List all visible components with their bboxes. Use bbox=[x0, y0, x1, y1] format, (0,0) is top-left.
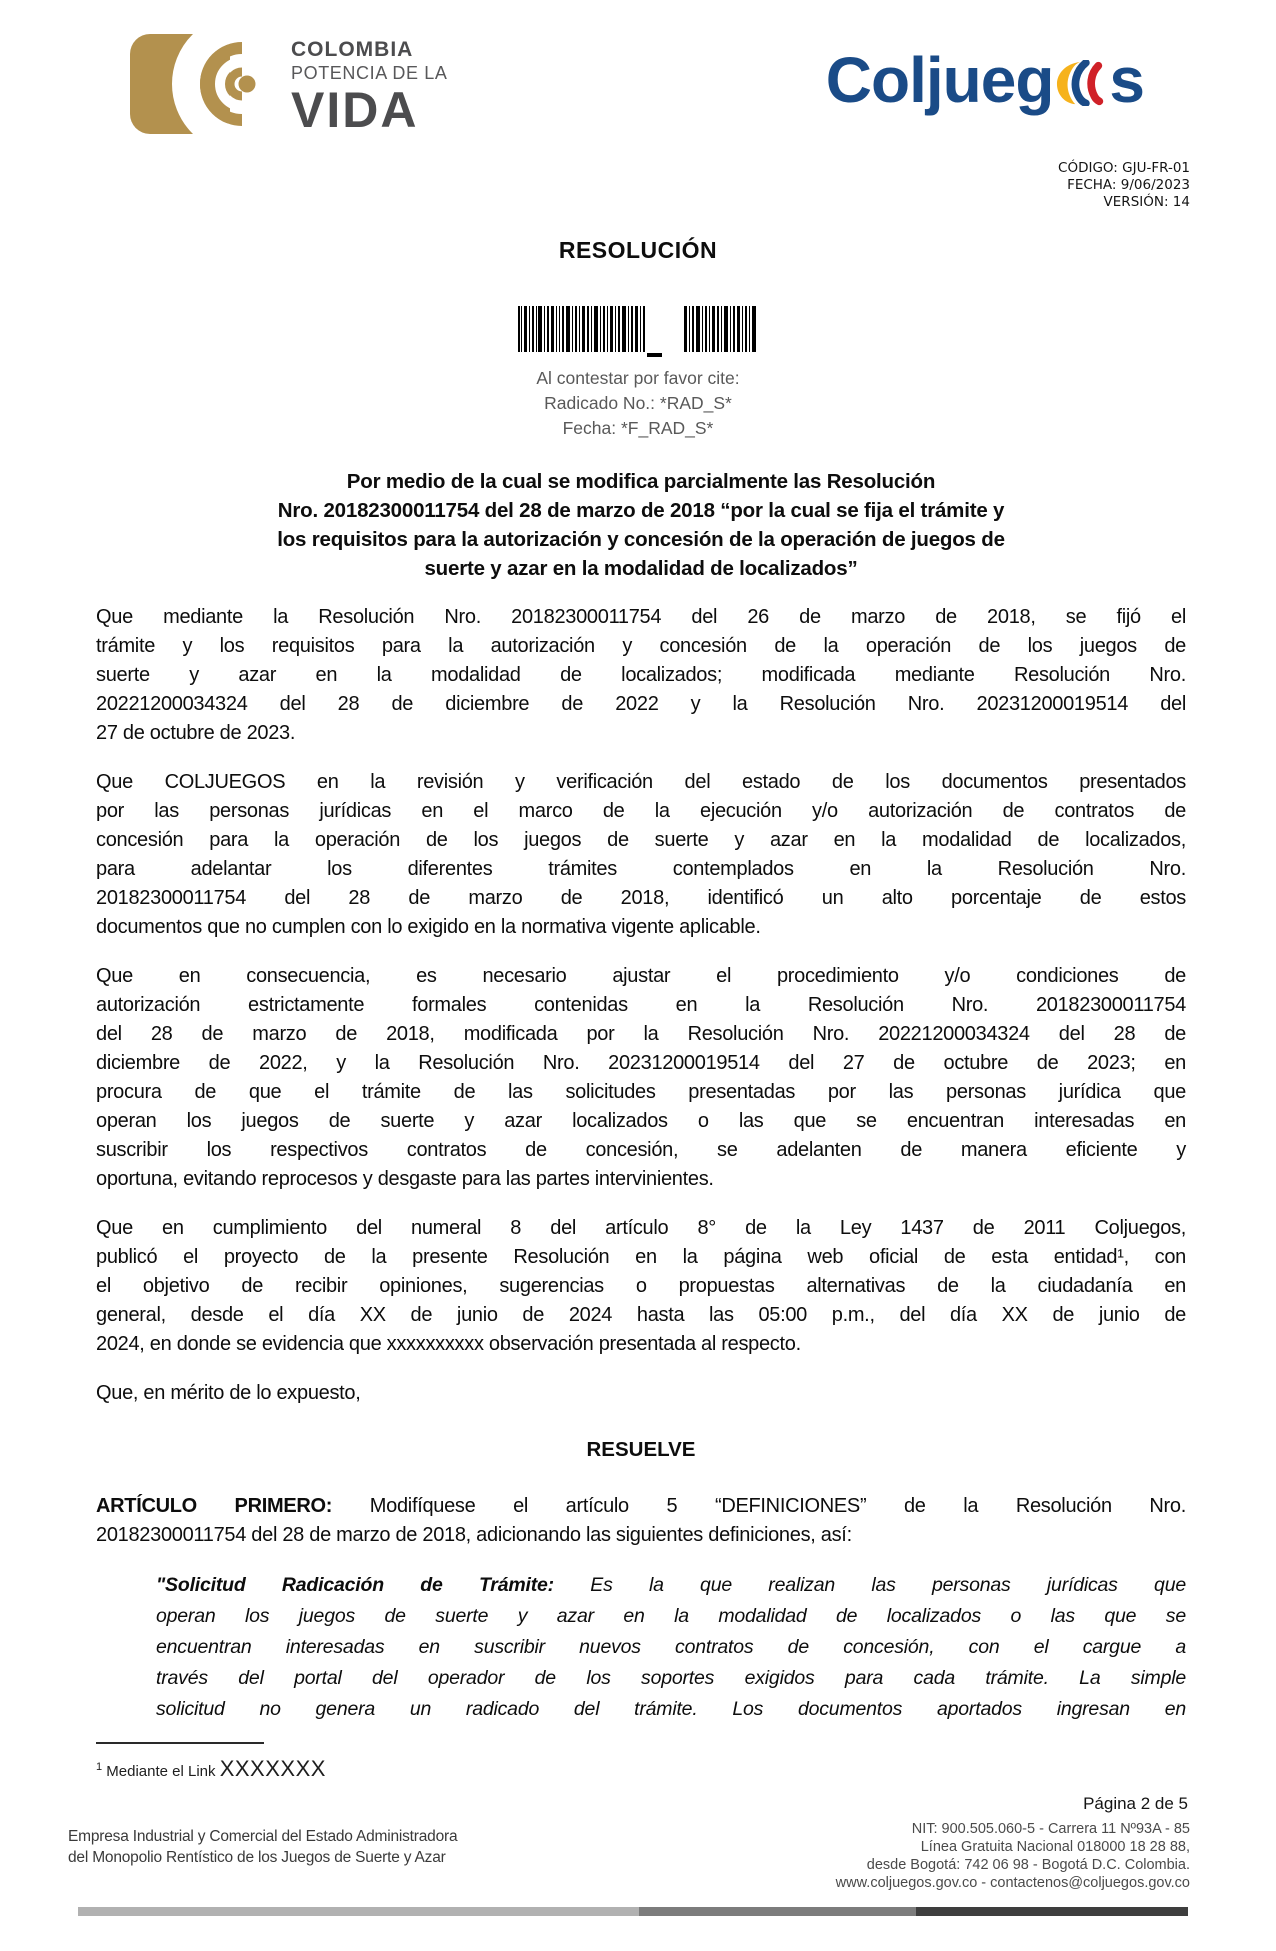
footer-phone-line2: desde Bogotá: 742 06 98 - Bogotá D.C. Colombia. bbox=[866, 1857, 1190, 1873]
footer-bar-segment-mid bbox=[639, 1907, 917, 1916]
articulo-line-2: 20182300011754 del 28 de marzo de 2018, adicionando las siguientes definiciones, así: bbox=[96, 1524, 852, 1546]
articulo-label: ARTÍCULO PRIMERO: bbox=[96, 1495, 333, 1517]
document-meta bbox=[0, 160, 1276, 211]
caption-radicado: Radicado No.: *RAD_S* bbox=[544, 393, 732, 413]
document-header bbox=[0, 0, 1276, 136]
articulo-line-1 bbox=[96, 1492, 1186, 1521]
merit-paragraph: Que, en mérito de lo expuesto, bbox=[96, 1382, 361, 1404]
footer-company-block bbox=[68, 1826, 457, 1868]
footnote-text bbox=[96, 1756, 326, 1782]
definition-line-1 bbox=[156, 1570, 1186, 1601]
meta-codigo: CÓDIGO: GJU-FR-01 bbox=[1058, 160, 1190, 176]
footer-accent-bar bbox=[78, 1907, 1188, 1916]
coljuegos-logo bbox=[825, 44, 1144, 116]
colombia-logo-mark bbox=[130, 34, 275, 134]
colombia-gov-logo bbox=[130, 34, 447, 136]
body-paragraph-2: Que COLJUEGOS en la revisión y verificación del estado de los documentos presentados por las personas jurídicas en el marco de la ejecución y/o autorización de contratos de concesión para la operación de los juegos de suerte y azar en la modalidad de localizados, para adelantar los diferentes trámites contemplados en la Resolución Nro. 20182300011754 del 28 de marzo de 2018, identificó un alto porcentaje de estos documentos que no cumplen con lo exigido en la normativa vigente aplicable. bbox=[96, 771, 1186, 938]
footnote-link-placeholder: XXXXXXX bbox=[219, 1756, 326, 1781]
caption-fecha: Fecha: *F_RAD_S* bbox=[562, 418, 714, 438]
footer-nit-address: NIT: 900.505.060-5 - Carrera 11 Nº93A - 85 bbox=[911, 1821, 1190, 1837]
definition-term-rest: Es la que realizan las personas jurídicas que bbox=[553, 1574, 1186, 1596]
barcode-block bbox=[0, 306, 1276, 441]
colombia-logo-line1: COLOMBIA bbox=[291, 38, 414, 61]
document-body bbox=[96, 467, 1186, 1725]
footer-bar-segment-dark bbox=[916, 1907, 1188, 1916]
subject-paragraph: Por medio de la cual se modifica parcialmente las Resolución Nro. 20182300011754 del 28 de marzo de 2018 “por la cual se fija el trámite y los requisitos para la autorización y concesión de la operación de juegos de suerte y azar en la modalidad de localizados” bbox=[277, 470, 1005, 580]
body-paragraph-1: Que mediante la Resolución Nro. 20182300011754 del 26 de marzo de 2018, se fijó el trámite y los requisitos para la autorización y concesión de la operación de los juegos de suerte y azar en la modalidad de localizados; modificada mediante Resolución Nro. 20221200034324 del 28 de diciembre de 2022 y la Resolución Nro. 20231200019514 del 27 de octubre de 2023. bbox=[96, 606, 1186, 744]
coljuegos-wordmark-right: s bbox=[1109, 44, 1144, 116]
footer-company-line2: del Monopolio Rentístico de los Juegos de Suerte y Azar bbox=[68, 1849, 446, 1866]
caption-cite: Al contestar por favor cite: bbox=[536, 368, 740, 388]
footnote-area bbox=[96, 1742, 326, 1782]
footer-phone-line1: Línea Gratuita Nacional 018000 18 28 88, bbox=[920, 1839, 1190, 1855]
definition-term: "Solicitud Radicación de Trámite: bbox=[156, 1574, 554, 1596]
meta-version: VERSIÓN: 14 bbox=[1103, 194, 1190, 210]
footer-web-email: www.coljuegos.gov.co - contactenos@coljuegos.gov.co bbox=[835, 1875, 1190, 1891]
coljuegos-wordmark-left: Coljueg bbox=[825, 44, 1054, 116]
articulo-line1-rest: Modifíquese el artículo 5 “DEFINICIONES” de la Resolución Nro. bbox=[332, 1495, 1186, 1517]
colombia-logo-text bbox=[291, 34, 447, 136]
coljuegos-o-icon bbox=[1056, 60, 1108, 106]
footer-contact-block bbox=[836, 1820, 1190, 1892]
definition-paragraph bbox=[156, 1570, 1186, 1725]
articulo-primero-paragraph bbox=[96, 1492, 1186, 1550]
footnote-divider bbox=[96, 1742, 264, 1744]
footnote-label: Mediante el Link bbox=[102, 1763, 220, 1780]
document-title: RESOLUCIÓN bbox=[558, 237, 718, 263]
footer-bar-segment-light bbox=[78, 1907, 639, 1916]
body-paragraph-3: Que en consecuencia, es necesario ajustar el procedimiento y/o condiciones de autorización estrictamente formales contenidas en la Resolución Nro. 20182300011754 del 28 de marzo de 2018, modificada por la Resolución Nro. 20221200034324 del 28 de diciembre de 2022, y la Resolución Nro. 20231200019514 del 27 de octubre de 2023; en procura de que el trámite de las solicitudes presentadas por las personas jurídica que operan los juegos de suerte y azar localizados o las que se encuentran interesadas en suscribir los respectivos contratos de concesión, se adelanten de manera eficiente y oportuna, evitando reprocesos y desgaste para las partes intervinientes. bbox=[96, 965, 1186, 1190]
barcode-image bbox=[518, 306, 758, 358]
footer-company-line1: Empresa Industrial y Comercial del Estado Administradora bbox=[68, 1828, 458, 1845]
barcode-caption bbox=[0, 366, 1276, 441]
page-indicator: Página 2 de 5 bbox=[1083, 1794, 1188, 1813]
colombia-logo-line3: VIDA bbox=[291, 82, 419, 138]
meta-fecha: FECHA: 9/06/2023 bbox=[1067, 177, 1190, 193]
body-paragraph-4: Que en cumplimiento del numeral 8 del artículo 8° de la Ley 1437 de 2011 Coljuegos, publicó el proyecto de la presente Resolución en la página web oficial de esta entidad¹, con el objetivo de recibir opiniones, sugerencias o propuestas alternativas de la ciudadanía en general, desde el día XX de junio de 2024 hasta las 05:00 p.m., del día XX de junio de 2024, en donde se evidencia que xxxxxxxxxx observación presentada al respecto. bbox=[96, 1217, 1186, 1355]
colombia-logo-line2: POTENCIA DE LA bbox=[291, 63, 448, 83]
footnote-marker: 1 bbox=[96, 1761, 103, 1773]
definition-lines: operan los juegos de suerte y azar en la modalidad de localizados o las que se encuentran interesadas en suscribir nuevos contratos de concesión, con el cargue a través del portal del operador de los soportes exigidos para cada trámite. La simple solicitud no genera un radicado del trámite. Los documentos aportados ingresan en bbox=[156, 1605, 1186, 1720]
resuelve-heading: RESUELVE bbox=[586, 1438, 696, 1461]
